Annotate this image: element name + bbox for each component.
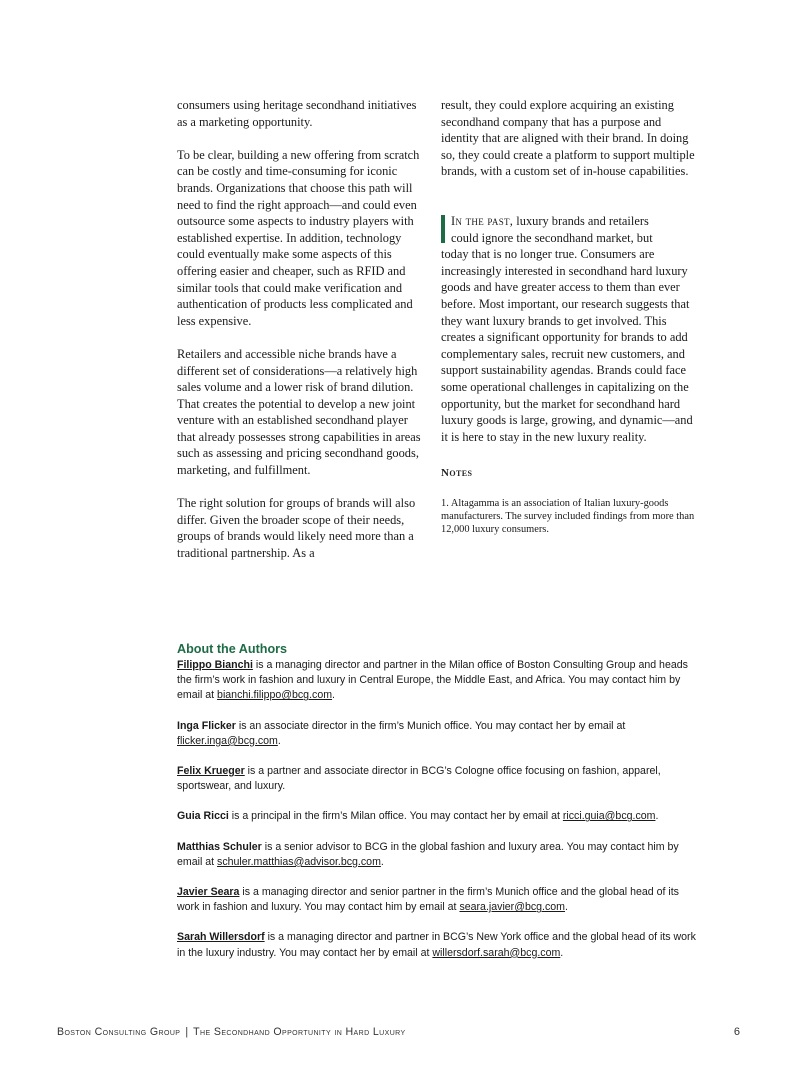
- author-name-link[interactable]: Sarah Willersdorf: [177, 931, 265, 944]
- left-column: [177, 97, 429, 578]
- right-column: [441, 97, 695, 553]
- author-email-link[interactable]: ricci.guia@bcg.com: [562, 810, 656, 823]
- footer-publisher: Boston Consulting Group: [57, 1026, 181, 1038]
- author-name: Matthias Schuler: [177, 840, 262, 853]
- author-email-link[interactable]: schuler.matthias@advisor.bcg.com: [217, 855, 381, 868]
- paragraph: Retailers and accessible niche brands have a different set of considerations—a relatively high sales volume and a lower risk of brand dilution. That creates the potential to develop a new joint venture with an established secondhand player that already possesses strong capabilities in areas such as assessing and pricing secondhand goods, marketing, and fulfillment.: [177, 346, 421, 478]
- paragraph: consumers using heritage secondhand initiatives as a marketing opportunity.: [177, 98, 417, 129]
- footer-report-title: The Secondhand Opportunity in Hard Luxury: [193, 1026, 406, 1038]
- paragraph: To be clear, building a new offering from scratch can be costly and time-consuming for iconic brands. Organizations that choose this path will need to find the right approach—and could even outsource some aspects to industry players with established expertise. In addition, technology could eventually make some aspects of this offering easier and cheaper, such as RFID and similar tools that could make verification and authentication of products less complicated and less expensive.: [177, 147, 420, 328]
- author-name-link[interactable]: Felix Krueger: [177, 765, 245, 778]
- author-name-link[interactable]: Filippo Bianchi: [177, 659, 253, 671]
- author-email-link[interactable]: willersdorf.sarah@bcg.com: [432, 946, 561, 959]
- lead-in: In the past,: [451, 213, 514, 228]
- notes-section: [441, 465, 695, 536]
- page-footer: [57, 1026, 740, 1038]
- paragraph: result, they could explore acquiring an existing secondhand company that has a purpose and identity that are aligned with their brand. In doing so, they could create a platform to support multiple brands, with a custom set of in-house capabilities.: [441, 98, 695, 179]
- section-lead-paragraph: In the past, luxury brands and retailers could ignore the secondhand market, but today that is no longer true. Consumers are increasingly interested in secondhand hard luxury goods and have greater access to them than ever before. Most important, our research suggests that they want luxury brands to get involved. This creates a significant opportunity for brands to add complementary sales, recruit new customers, and support sustainability agendas. Brands could face some operational challenges in capitalizing on the opportunity, but the market for secondhand hard luxury goods is large, growing, and dynamic—and it is here to stay in the new luxury reality.: [441, 213, 693, 444]
- drop-bar-accent: [441, 215, 445, 243]
- author-bio: Guia Ricci is a principal in the firm’s Milan office. You may contact her by email at ricci.guia@bcg.com.: [177, 810, 659, 823]
- author-bio: Filippo Bianchi is a managing director and partner in the Milan office of Boston Consulting Group and heads the firm’s work in fashion and luxury in Central Europe, the Middle East, and Africa. You may contact him by email at bianchi.filippo@bcg.com.: [177, 659, 688, 702]
- author-bio: Matthias Schuler is a senior advisor to BCG in the global fashion and luxury area. You may contact him by email at schuler.matthias@advisor.bcg.com.: [177, 840, 679, 868]
- author-email-link[interactable]: bianchi.filippo@bcg.com: [217, 689, 333, 702]
- author-name-link[interactable]: Javier Seara: [177, 886, 240, 899]
- author-bio: Inga Flicker is an associate director in the firm’s Munich office. You may contact her by email at flicker.inga@bcg.com.: [177, 719, 626, 747]
- author-bio: Felix Krueger is a partner and associate director in BCG’s Cologne office focusing on fashion, apparel, sportswear, and luxury.: [177, 765, 661, 793]
- author-email-link[interactable]: flicker.inga@bcg.com: [177, 734, 278, 747]
- author-bio: Javier Seara is a managing director and senior partner in the firm’s Munich office and the global head of its work in fashion and luxury. You may contact him by email at seara.javier@bcg.com.: [177, 886, 679, 914]
- footer-separator: |: [185, 1026, 189, 1038]
- author-email-link[interactable]: seara.javier@bcg.com: [459, 901, 566, 914]
- notes-title: Notes: [441, 467, 473, 480]
- paragraph-body: today that is no longer true. Consumers are increasingly interested in secondhand hard luxury goods and have greater access to them than ever before. Most important, our research suggests that they want luxury brands to get involved. This creates a significant opportunity for brands to add complementary sales, recruit new customers, and support sustainability agendas. Brands could face some operational challenges in capitalizing on the opportunity, but the market for secondhand hard luxury goods is large, growing, and dynamic—and it is here to stay in the new luxury reality.: [441, 247, 693, 444]
- author-name: Guia Ricci: [177, 810, 229, 823]
- about-the-authors: [177, 641, 697, 976]
- note-item: 1. Altagamma is an association of Italian luxury-goods manufacturers. The survey included findings from more than 12,000 luxury consumers.: [441, 498, 695, 535]
- author-name: Inga Flicker: [177, 719, 236, 732]
- authors-heading: About the Authors: [177, 642, 288, 656]
- page-number: 6: [733, 1026, 740, 1038]
- author-bio: Sarah Willersdorf is a managing director and partner in BCG’s New York office and the global head of its work in the luxury industry. You may contact her by email at willersdorf.sarah@bcg.com.: [177, 931, 696, 959]
- paragraph: The right solution for groups of brands will also differ. Given the broader scope of their needs, groups of brands would likely need more than a traditional partnership. As a: [177, 496, 416, 561]
